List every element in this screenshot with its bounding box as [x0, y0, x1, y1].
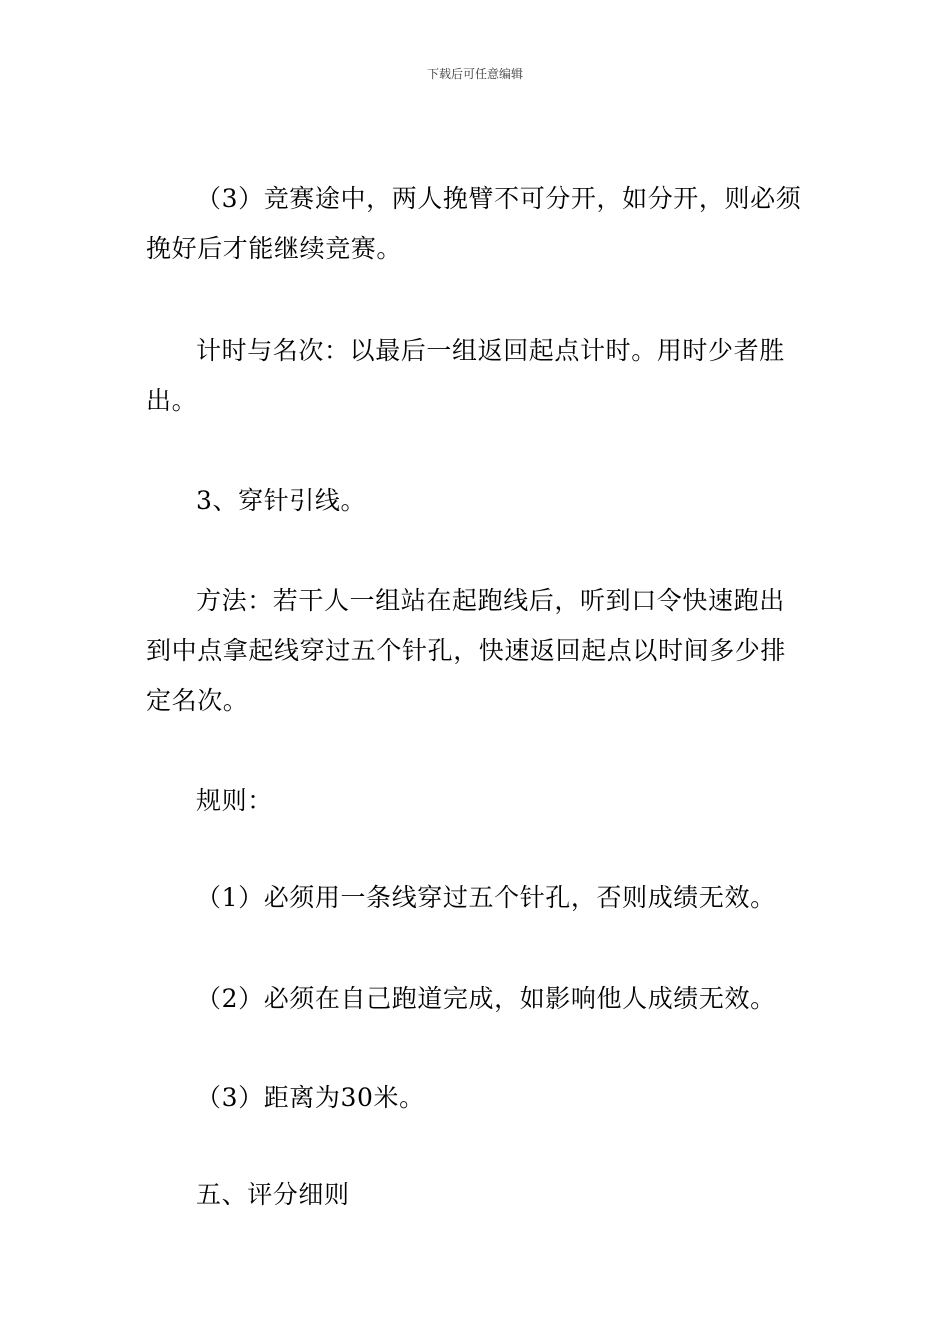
page-header-note: 下载后可任意编辑 — [426, 67, 523, 81]
paragraph-method: 方法：若干人一组站在起跑线后，听到口令快速跑出到中点拿起线穿过五个针孔，快速返回起点以时间多少排定名次。 — [146, 586, 787, 715]
section-heading-scoring: 五、评分细则 — [196, 1180, 350, 1209]
paragraph-rule-2: （2）必须在自己跑道完成，如影响他人成绩无效。 — [196, 984, 776, 1013]
paragraph-rules-heading: 规则： — [196, 786, 273, 815]
paragraph-section-threading: 3、穿针引线。 — [196, 486, 367, 515]
paragraph-rule-3: （3）距离为30米。 — [196, 1083, 425, 1112]
paragraph-rule-1: （1）必须用一条线穿过五个针孔，否则成绩无效。 — [196, 883, 776, 912]
paragraph-race-rule-3: （3）竞赛途中，两人挽臂不可分开，如分开，则必须挽好后才能继续竞赛。 — [146, 184, 802, 263]
paragraph-timing-ranking: 计时与名次：以最后一组返回起点计时。用时少者胜出。 — [146, 336, 785, 415]
